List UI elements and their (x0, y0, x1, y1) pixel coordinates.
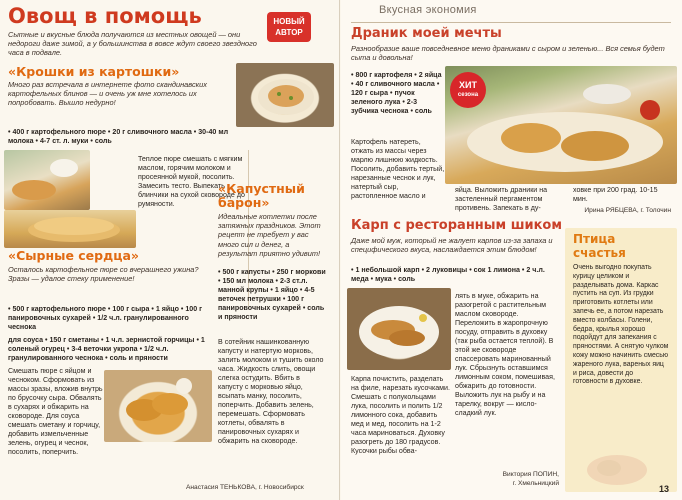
heart-cutlet-icon (104, 370, 212, 442)
recipe-text-karp-1: Карпа почистить, разделать на филе, нарезать кусочками. Смешать с полукольцами лука, посолить и полить 1/2 лимонного сока, добавить мед и мед, посолить на 1-2 часа мариноваться. Духовку разогреть до 180 градусов. Кусочки рыбы обва- (351, 375, 450, 455)
author-name: Виктория ПОПИН, (502, 471, 559, 478)
recipe-text-krochki: Теплое пюре смешать с мягким маслом, горячим молоком и просеянной мукой, посолить. Замесить тесто. Выпекать блинчики на сухой сковороде до румяности. (138, 155, 245, 208)
section-intro: Сытные и вкусные блюда получаются из местных овощей — они недороги даже зимой, а у большинства в вовсе ждут своего звездного часа в подвале. (8, 30, 257, 58)
recipe-text-syrnye: Смешать пюре с яйцом и чесноком. Сформовать из массы зразы, вложив внутрь по брусочку сыра. Обвалять в сухарях и обжарить на сковороде. Для соуса смешать сметану и горчицу, добавить измельченные зелень, огурец и чеснок, посолить, поперчить. (8, 367, 103, 456)
author-name: Ирина РЯБЦЕВА, г. Толочин (584, 207, 671, 214)
badge-line: сезона (457, 92, 479, 98)
pancakes-with-sauce-photo (4, 150, 90, 210)
recipe-text-kapustny: В сотейник нашинкованную капусту и натертую морковь, залить молоком и тушить около часа. Жидкость слить, овощи слегка остудить. Вбить в капусту с морковью яйцо, всыпать манку, посолить, поперчить. Добавить зелень, перемешать. Сформовать котлеты, обвалять в панировочных сухарях и обжарить на сковороде. (218, 338, 324, 445)
author-signature: Анастасия ТЕНЬКОВА, г. Новосибирск (186, 484, 304, 491)
recipe-text-dranik-3: ховке при 200 град. 10-15 мин. (573, 186, 658, 203)
ingredients-syrnye: • 500 г картофельного пюре • 100 г сыра • 1 яйцо • 100 г панировочных сухарей • 1/2 ч.л. гранулированного чеснока (8, 305, 203, 331)
carp-plate-icon (347, 288, 451, 370)
zrazy-photo (104, 370, 212, 442)
page-number: 13 (659, 484, 670, 494)
recipe-title-dranik: Драник моей мечты (351, 26, 502, 41)
recipe-intro-kapustny: Идеальные котлетки после затяжных праздников. Этот рецепт не требует у вас много сил и денег, а результат приятно удивит! (218, 212, 321, 258)
badge-line: НОВЫЙ (273, 17, 305, 26)
stack-icon (4, 210, 136, 248)
fried-carp-photo (347, 288, 451, 370)
tip-title: Птица счастья (573, 232, 626, 260)
recipe-text-dranik-2: яйца. Выложить драники на застеленный пергаментом противень. Запекать в ду- (455, 186, 548, 212)
page-title: Овощ в помощь (8, 4, 202, 28)
hit-badge (450, 72, 486, 108)
tip-text: Очень выгодно покупать курицу целиком и разделывать дома. Каркас пустить на суп. Из грудки приготовить котлеты или запечь ее, а потом нарезать вместо колбасы. Голени, бедра, крылья хорошо подойдут для запекания с пряностями. А снятую чулком кожу можно начинить смесью жареного лука, вареных яиц и риса, довести до готовности в духовке. (573, 264, 669, 386)
pancake-stack-photo (4, 210, 136, 248)
recipe-intro-dranik: Разнообразие ваше повседневное меню драниками с сыром и зеленью... Вся семья будет сыта и довольна! (351, 44, 665, 63)
potato-pancakes-photo (236, 63, 334, 127)
ingredients-kapustny: • 500 г капусты • 250 г моркови • 150 мл молока • 2-3 ст.л. манной крупы • 1 яйцо • 4-5 веточек петрушки • 100 г панировочных сухарей • соль и пряности (218, 268, 326, 321)
recipe-title-syrnye: «Сырные сердца» (8, 248, 139, 263)
ingredients-dranik: • 800 г картофеля • 2 яйца • 40 г сливочного масла • 120 г сыра • пучок зеленого лука • 2-3 зубчика чеснока • соль (351, 71, 442, 115)
recipe-intro-krochki: Много раз встречала в интернете фото скандинавских картофельных блинов — и очень уж мне хотелось их попробовать. Вышло недурно! (8, 80, 207, 108)
right-page (341, 0, 682, 500)
recipe-title-kapustny: «Капустный барон» (218, 181, 305, 210)
author-signature-karp (455, 470, 559, 488)
ingredients-karp: • 1 небольшой карп • 2 луковицы • сок 1 лимона • 2 ч.л. меда • мука • соль (351, 266, 545, 283)
left-page (0, 0, 340, 500)
chicken-photo (581, 448, 655, 488)
recipe-intro-karp: Даже мой муж, который не жалует карпов из-за запаха и специфического вкуса, наслаждается этим блюдом! (351, 236, 553, 255)
recipe-intro-syrnye: Осталось картофельное пюре со вчерашнего ужина? Зразы — удалое стеку применение! (8, 265, 199, 284)
author-signature-dranik (559, 206, 671, 215)
sauce-bowl-icon (4, 150, 90, 210)
new-author-badge (267, 12, 311, 42)
recipe-title-karp: Карп с ресторанным шиком (351, 218, 562, 233)
chicken-icon (581, 448, 655, 488)
plate-icon (236, 63, 334, 127)
recipe-text-dranik-1: Картофель натереть, отжать из массы через марлю лишнюю жидкость. Посолить, добавить тертый, нарезанные чеснок и лук, натертый сыр, растопленное масло и (351, 138, 445, 200)
sauce-syrnye: для соуса • 150 г сметаны • 1 ч.л. зернистой горчицы • 1 соленый огурец • 3-4 веточки укропа • 1/2 ч.л. гранулированного чеснока • соль и пряности (8, 336, 205, 362)
badge-line: ХИТ (459, 80, 477, 90)
recipe-text-karp-2: лять в муке, обжарить на разогретой с растительным маслом сковороде. Переложить в жаропрочную посуду, отправить в духовку (так рыба остается теплой). В этой же сковороде спассеровать маринованный лук. Сбрызнуть оставшимся лимонным соком, помешивая, обжарить до готовности. Выложить лук на рыбу и на тарелку, вокруг — кисло-сладкий лук. (455, 292, 555, 417)
badge-line: АВТОР (275, 28, 303, 37)
section-header: Вкусная экономия (379, 4, 477, 16)
recipe-title-krochki: «Крошки из картошки» (8, 64, 180, 79)
ingredients-krochki: • 400 г картофельного пюре • 20 г сливочного масла • 30-40 мл молока • 4-7 ст. л. муки • соль (8, 128, 229, 145)
author-city: г. Хмельницкий (512, 480, 559, 487)
